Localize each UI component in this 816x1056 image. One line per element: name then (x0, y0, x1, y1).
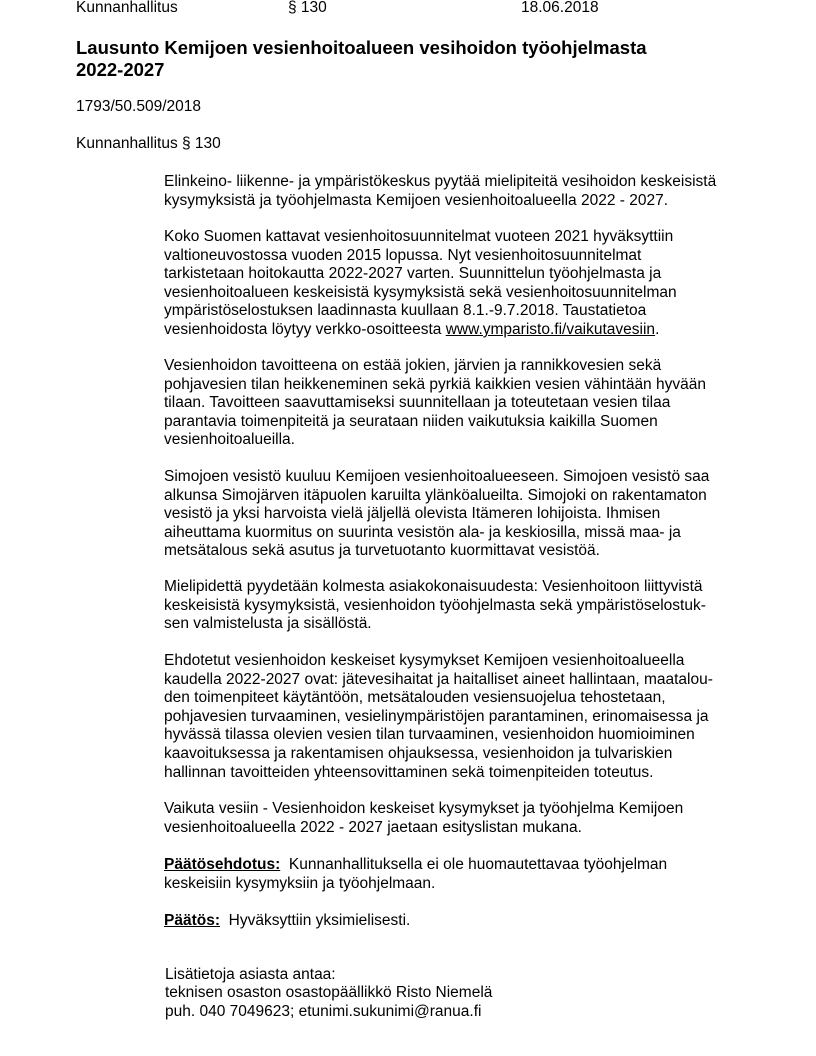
text-line: keskeisistä kysymyksistä, vesienhoidon työohjelmasta sekä ympäristöselostuk- (164, 596, 706, 614)
text-line: Ehdotetut vesienhoidon keskeiset kysymykset Kemijoen vesienhoitoalueella (164, 652, 685, 669)
title-line-2: 2022-2027 (76, 59, 165, 80)
text-line: vesistö ja yksi harvoista vielä jäljellä olevista Itämeren lohijoista. Ihmisen (164, 505, 661, 523)
text-line: metsätalous sekä asutus ja turvetuotanto kuormittavat vesistöä. (164, 542, 600, 560)
contact-line-2: teknisen osaston osastopäällikkö Risto Niemelä (165, 984, 493, 1002)
text-line: hallinnan tavoitteiden yhteensovittaminen sekä toimenpiteiden toteutus. (164, 763, 654, 781)
text-line: tilaan. Tavoitteen saavuttamiseksi suunnitellaan ja toteutetaan vesien tilaa (164, 394, 671, 412)
paragraph-5 (164, 578, 706, 634)
paragraph-1 (164, 173, 716, 210)
text-line: pohjavesien turvaaminen, vesielinympäristöjen parantaminen, erinomaisessa ja (164, 707, 709, 725)
text-line: Koko Suomen kattavat vesienhoitosuunnitelmat vuoteen 2021 hyväksyttiin (164, 228, 674, 245)
section-reference: Kunnanhallitus § 130 (76, 135, 221, 152)
text-fragment: . (655, 320, 660, 338)
contact-line-1: Lisätietoja asiasta antaa: (165, 966, 336, 983)
paragraph-2 (164, 228, 677, 340)
decision (164, 912, 410, 931)
header-body-name: Kunnanhallitus (76, 0, 178, 16)
text-line: sen valmistelusta ja sisällöstä. (164, 615, 372, 633)
text-line: pohjavesien tilan heikkeneminen sekä pyrkiä kaikkien vesien vähintään hyvään (164, 375, 706, 393)
proposal-label: Päätösehdotus: (164, 856, 281, 873)
text-line: Vesienhoidon tavoitteena on estää jokien, järvien ja rannikkovesien sekä (164, 357, 662, 374)
text-line: tarkistetaan hoitokautta 2022-2027 varten. Suunnittelun työohjelmasta ja (164, 265, 662, 283)
text-line: Simojoen vesistö kuuluu Kemijoen vesienhoitoalueeseen. Simojoen vesistö saa (164, 468, 710, 485)
text-line: kaavoituksessa ja rakentamisen ohjauksessa, vesienhoidon ja tulvariskien (164, 744, 673, 762)
text-line: vesienhoitoalueilla. (164, 431, 295, 449)
text-line: kaudella 2022-2027 ovat: jätevesihaitat ja haitalliset aineet hallintaan, maatalou- (164, 670, 713, 688)
proposal-text-line-2: keskeisiin kysymyksiin ja työohjelmaan. (164, 874, 436, 892)
vaikutavesiin-link[interactable]: www.ymparisto.fi/vaikutavesiin (445, 320, 656, 338)
text-line: hyvässä tilassa olevien vesien tilan turvaaminen, vesienhoidon huomioiminen (164, 726, 695, 744)
decision-label: Päätös: (164, 912, 220, 929)
proposal-text: Kunnanhallituksella ei ole huomautettavaa työohjelman (288, 856, 668, 873)
header-date: 18.06.2018 (521, 0, 599, 16)
decision-proposal (164, 856, 667, 893)
text-line: ympäristöselostuksen laadinnasta kuullaan 8.1.-9.7.2018. Taustatietoa (164, 302, 647, 320)
text-line: Elinkeino- liikenne- ja ympäristökeskus pyytää mielipiteitä vesihoidon keskeisistä (164, 173, 717, 190)
text-line: alkunsa Simojärven itäpuolen karuilta ylänköalueilta. Simojoki on rakentamaton (164, 486, 707, 504)
text-line: vesienhoitoalueella 2022 - 2027 jaetaan esityslistan mukana. (164, 818, 582, 836)
text-line: den toimenpiteet käytäntöön, metsätalouden vesiensuojelua tehostetaan, (164, 689, 666, 707)
header-section: § 130 (288, 0, 327, 16)
decision-text: Hyväksyttiin yksimielisesti. (228, 912, 411, 929)
text-line: Mielipidettä pyydetään kolmesta asiakokonaisuudesta: Vesienhoitoon liittyvistä (164, 578, 703, 595)
paragraph-6 (164, 652, 713, 782)
text-line-with-link (164, 321, 677, 340)
text-line: vesienhoitoalueen keskeisistä kysymyksistä sekä vesienhoitosuunnitelman (164, 283, 677, 301)
text-fragment: vesienhoidosta löytyy verkko-osoitteesta (164, 320, 446, 338)
page-title (76, 37, 716, 81)
contact-info (165, 966, 492, 1021)
case-number: 1793/50.509/2018 (76, 98, 201, 115)
paragraph-7 (164, 800, 683, 837)
text-line: valtioneuvostossa vuoden 2015 lopussa. Nyt vesienhoitosuunnitelmat (164, 246, 642, 264)
title-line-1: Lausunto Kemijoen vesienhoitoalueen vesihoidon työohjelmasta (76, 37, 647, 58)
text-line: kysymyksistä ja työohjelmasta Kemijoen vesienhoitoalueella 2022 - 2027. (164, 191, 669, 209)
text-line: aiheuttama kuormitus on suurinta vesistön ala- ja keskiosilla, missä maa- ja (164, 523, 681, 541)
paragraph-4 (164, 468, 709, 561)
paragraph-3 (164, 357, 706, 450)
text-line: parantavia toimenpiteitä ja seurataan niiden vaikutuksia kaikilla Suomen (164, 412, 658, 430)
contact-line-3: puh. 040 7049623; etunimi.sukunimi@ranua.fi (165, 1002, 482, 1020)
text-line: Vaikuta vesiin - Vesienhoidon keskeiset kysymykset ja työohjelma Kemijoen (164, 800, 684, 817)
